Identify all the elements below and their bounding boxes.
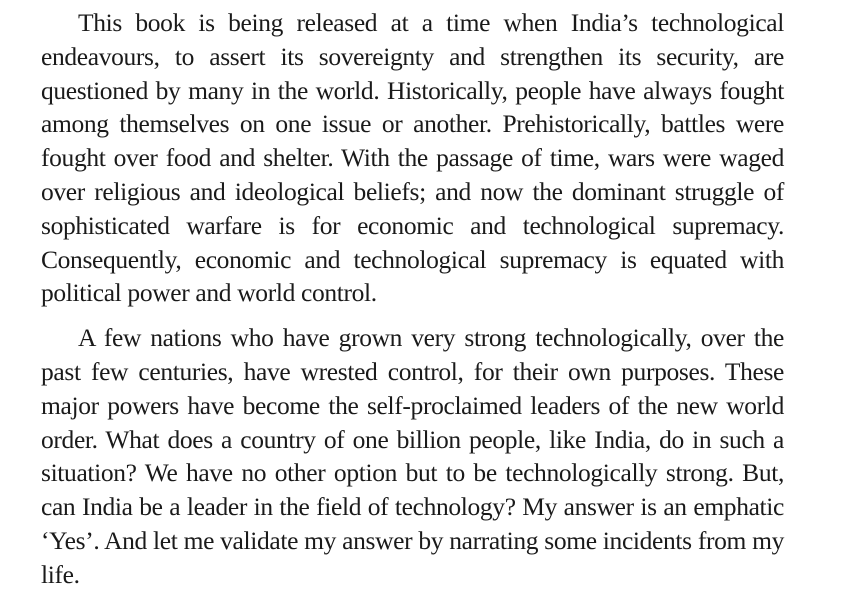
paragraph-2: A few nations who have grown very strong technologically, over the past few centuries, have wrested control, for their own purposes. These major powers have become the self-proclaimed leaders of the new world order. What does a country of one billion people, like India, do in such a situation? We have no other option but to be technologically strong. But, can India be a leader in the field of technology? My answer is an emphatic ‘Yes’. And let me validate my answer by narrating some incidents from my life. (41, 323, 784, 589)
paragraph-1: This book is being released at a time when India’s technological endeavours, to assert its sovereignty and strengthen its security, are questioned by many in the world. Historically, people have always fought among themselves on one issue or another. Prehistorically, battles were fought over food and shelter. With the passage of time, wars were waged over religious and ideological beliefs; and now the dominant struggle of sophisticated warfare is for economic and technological supremacy. Consequently, economic and technological supremacy is equated with political power and world control. (41, 8, 784, 308)
book-page-text (41, 6, 784, 592)
